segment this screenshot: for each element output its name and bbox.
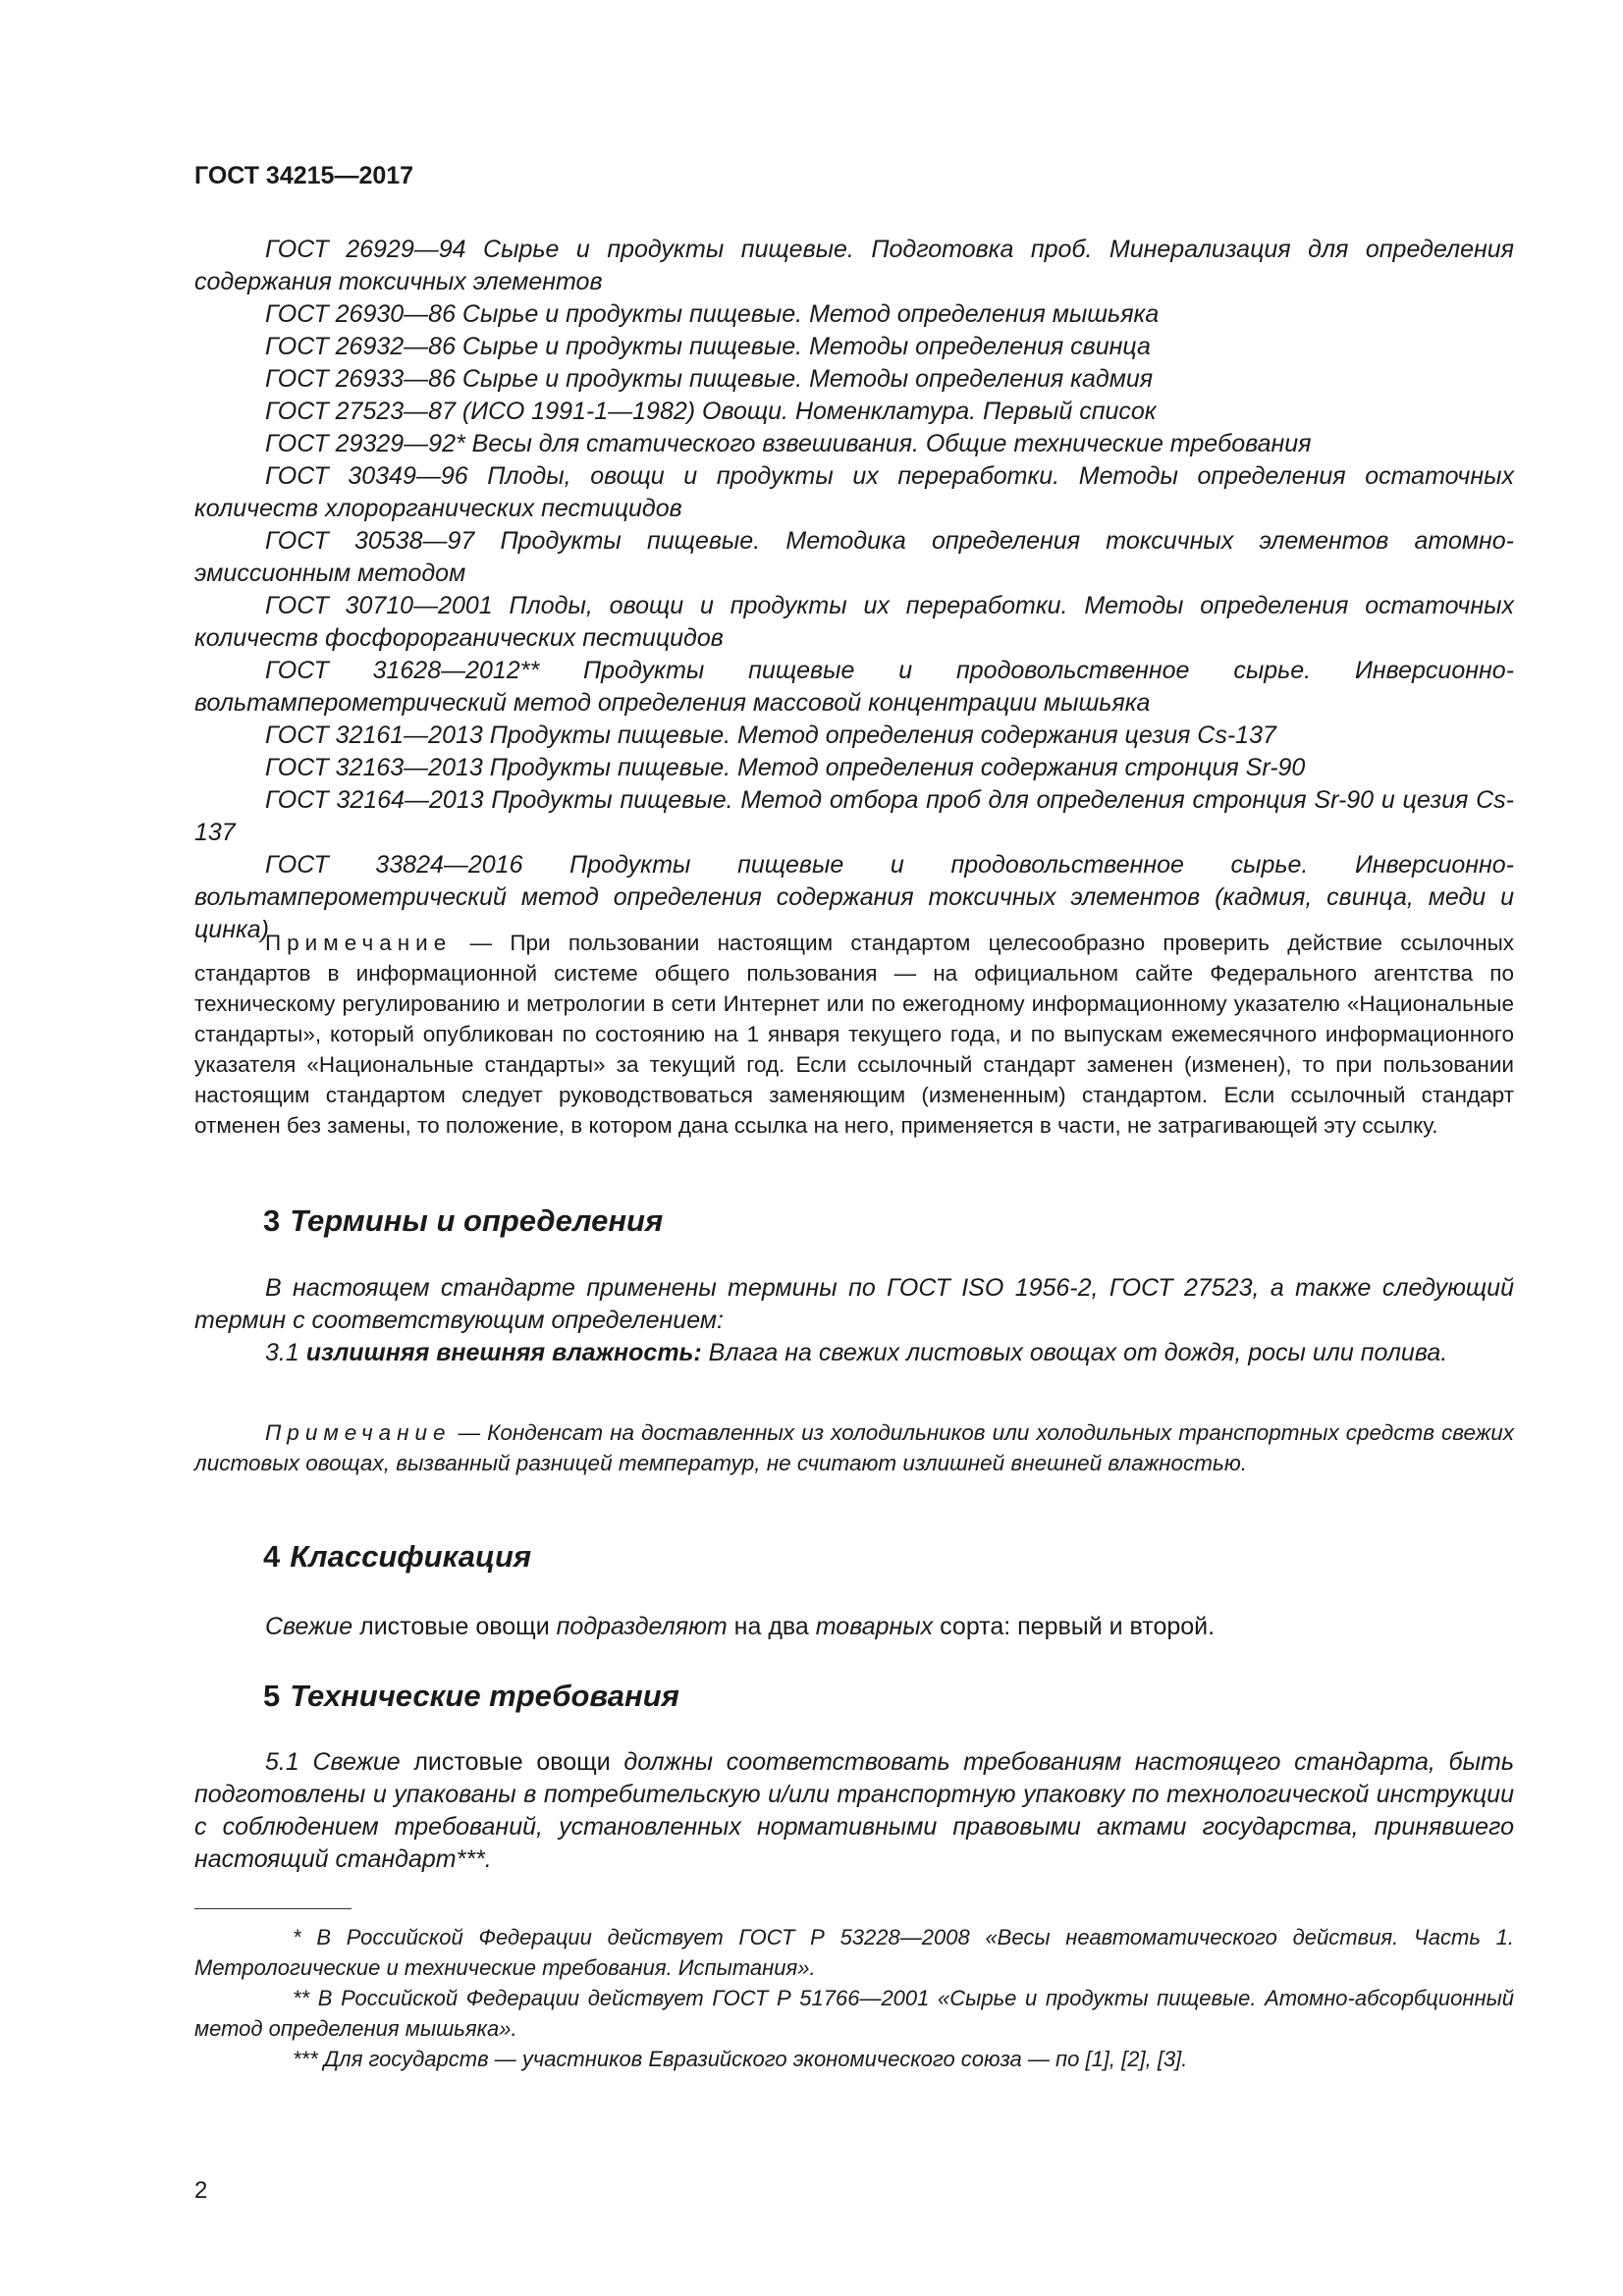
section-3-body: [194, 1272, 1514, 1369]
reference-item: ГОСТ 26929—94 Сырье и продукты пищевые. Подготовка проб. Минерализация для определения содержания токсичных элементов: [194, 236, 1514, 295]
reference-item: ГОСТ 29329—92* Весы для статического взвешивания. Общие технические требования: [265, 430, 1312, 457]
term-definition: Влага на свежих листовых овощах от дождя, росы или полива.: [701, 1339, 1448, 1366]
reference-item: ГОСТ 32164—2013 Продукты пищевые. Метод отбора проб для определения стронция Sr-90 и цезия Cs-137: [194, 786, 1514, 846]
reference-item: ГОСТ 33824—2016 Продукты пищевые и продовольственное сырье. Инверсионно-вольтамперометрический метод определения содержания токсичных элементов (кадмия, свинца, меди и цинка): [194, 851, 1514, 943]
term-number: 3.1: [265, 1339, 306, 1366]
note-label: Примечание: [265, 931, 453, 955]
note-text: — Конденсат на доставленных из холодильников или холодильных транспортных средств свежих листовых овощах, вызванный разницей температур, не считают излишней внешней влажностью.: [194, 1420, 1514, 1475]
reference-item: ГОСТ 27523—87 (ИСО 1991-1—1982) Овощи. Номенклатура. Первый список: [265, 398, 1157, 425]
page-number: 2: [194, 2177, 208, 2204]
reference-item: ГОСТ 32161—2013 Продукты пищевые. Метод определения содержания цезия Cs-137: [265, 721, 1276, 749]
reference-item: ГОСТ 26930—86 Сырье и продукты пищевые. Метод определения мышьяка: [265, 300, 1160, 328]
section-4-heading: 4 Классификация: [263, 1539, 532, 1574]
reference-item: ГОСТ 26933—86 Сырье и продукты пищевые. Методы определения кадмия: [265, 365, 1154, 393]
note-label: Примечание: [265, 1420, 452, 1445]
term-note: [194, 1417, 1514, 1478]
reference-item: ГОСТ 32163—2013 Продукты пищевые. Метод определения содержания стронция Sr-90: [265, 754, 1306, 781]
reference-item: ГОСТ 31628—2012** Продукты пищевые и продовольственное сырье. Инверсионно-вольтамперометрический метод определения массовой концентрации мышьяка: [194, 657, 1514, 717]
section-3-heading: 3 Термины и определения: [263, 1203, 664, 1238]
section-4-body: Свежие листовые овощи подразделяют на два товарных сорта: первый и второй.: [265, 1613, 1216, 1640]
footnote-separator: [194, 1908, 352, 1909]
normative-references-list: [194, 234, 1514, 946]
references-note: [194, 928, 1514, 1141]
reference-item: ГОСТ 30538—97 Продукты пищевые. Методика определения токсичных элементов атомно-эмиссионным методом: [194, 527, 1514, 587]
footnotes: [194, 1922, 1514, 2074]
term: излишняя внешняя влажность:: [305, 1339, 702, 1366]
reference-item: ГОСТ 30349—96 Плоды, овощи и продукты их переработки. Методы определения остаточных количеств хлорорганических пестицидов: [194, 462, 1514, 522]
document-header: ГОСТ 34215—2017: [194, 162, 414, 189]
note-text: — При пользовании настоящим стандартом целесообразно проверить действие ссылочных стандартов в информационной системе общего пользования — на официальном сайте Федерального агентства по техническому регулированию и метрологии в сети Интернет или по ежегодному информационному указателю «Национальные стандарты», который опубликован по состоянию на 1 января текущего года, и по выпускам ежемесячного информационного указателя «Национальные стандарты» за текущий год. Если ссылочный стандарт заменен (изменен), то при пользовании настоящим стандартом следует руководствоваться заменяющим (измененным) стандартом. Если ссылочный стандарт отменен без замены, то положение, в котором дана ссылка на него, применяется в части, не затрагивающей эту ссылку.: [194, 931, 1514, 1138]
footnote: *** Для государств — участников Евразийского экономического союза — по [1], [2], [3].: [293, 2047, 1188, 2071]
section-3-intro: В настоящем стандарте применены термины по ГОСТ ISO 1956-2, ГОСТ 27523, а также следующий термин с соответствующим определением:: [194, 1274, 1514, 1334]
footnote: ** В Российской Федерации действует ГОСТ Р 51766—2001 «Сырье и продукты пищевые. Атомно-абсорбционный метод определения мышьяка».: [194, 1986, 1514, 2041]
section-5-body: 5.1 Свежие листовые овощи должны соответствовать требованиям настоящего стандарта, быть подготовлены и упакованы в потребительскую и/или транспортную упаковку по технологической инструкции с соблюдением требований, установленных нормативными правовыми актами государства, принявшего настоящий стандарт***.: [194, 1748, 1514, 1873]
footnote: * В Российской Федерации действует ГОСТ Р 53228—2008 «Весы неавтоматического действия. Часть 1. Метрологические и технические требования. Испытания».: [194, 1925, 1514, 1980]
reference-item: ГОСТ 26932—86 Сырье и продукты пищевые. Методы определения свинца: [265, 333, 1151, 360]
reference-item: ГОСТ 30710—2001 Плоды, овощи и продукты их переработки. Методы определения остаточных количеств фосфорорганических пестицидов: [194, 592, 1514, 652]
section-5-heading: 5 Технические требования: [263, 1679, 679, 1713]
